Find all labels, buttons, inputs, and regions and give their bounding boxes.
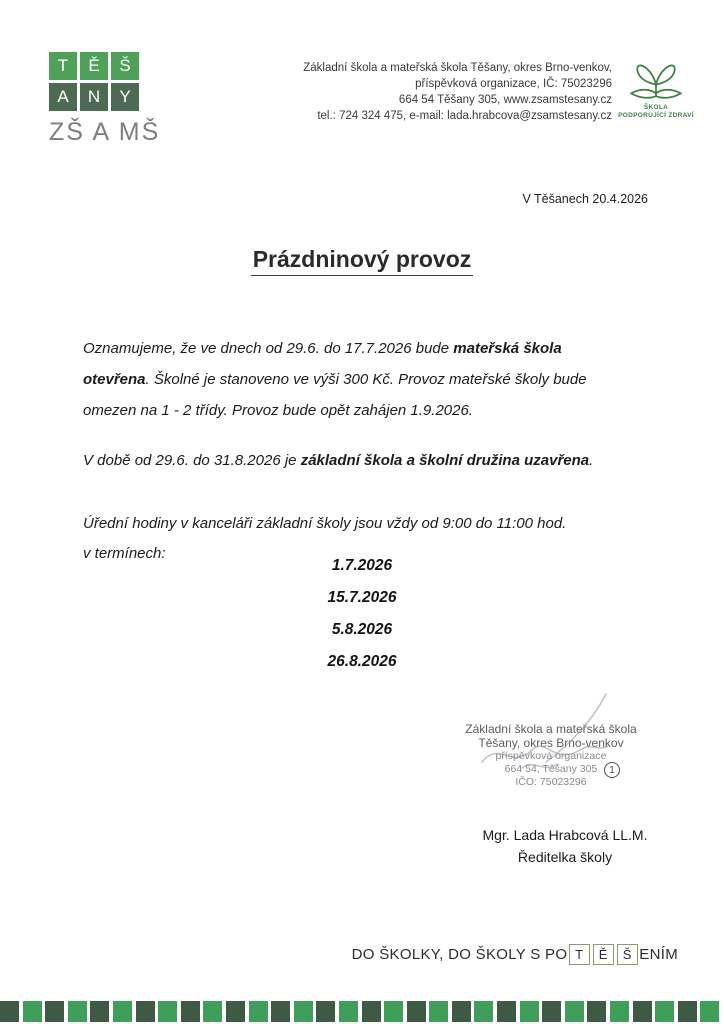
strip-square — [700, 1001, 719, 1022]
signatory-role: Ředitelka školy — [517, 849, 613, 865]
strip-square — [452, 1001, 471, 1022]
logo-tile: T — [49, 52, 77, 80]
paragraph-text: . — [589, 452, 594, 469]
health-school-emblem — [618, 58, 694, 120]
strip-square — [520, 1001, 539, 1022]
strip-square — [384, 1001, 403, 1022]
stamp-line: Základní škola a mateřská škola — [465, 722, 637, 736]
logo-tile-grid — [49, 52, 160, 111]
place-and-date: V Těšanech 20.4.2026 — [522, 192, 648, 206]
logo-tile: Š — [111, 52, 139, 80]
stamp-line: příspěvková organizace — [495, 750, 607, 762]
office-hours-date-list — [0, 550, 724, 678]
slogan-boxed-letter: T — [569, 944, 590, 965]
strip-square — [271, 1001, 290, 1022]
letterhead-line: tel.: 724 324 475, e-mail: lada.hrabcova@zsamstesany.cz — [317, 110, 612, 122]
letterhead-line: Základní škola a mateřská škola Těšany, okres Brno-venkov, — [303, 62, 612, 74]
signatory-block — [440, 824, 690, 868]
strip-square — [68, 1001, 87, 1022]
strip-square — [542, 1001, 561, 1022]
strip-square — [316, 1001, 335, 1022]
bottom-strip — [0, 1001, 724, 1022]
office-hours-line: Úřední hodiny v kanceláři základní školy jsou vždy od 9:00 do 11:00 hod. — [83, 515, 567, 532]
slogan-suffix: ENÍM — [639, 946, 678, 963]
stamp-line: IČO: 75023296 — [515, 776, 587, 788]
school-stamp — [455, 722, 647, 789]
strip-square — [113, 1001, 132, 1022]
strip-square — [0, 1001, 19, 1022]
strip-square — [633, 1001, 652, 1022]
strip-square — [474, 1001, 493, 1022]
strip-square — [565, 1001, 584, 1022]
letterhead-line: 664 54 Těšany 305, www.zsamstesany.cz — [398, 94, 612, 106]
school-logo — [49, 52, 160, 147]
strip-square — [407, 1001, 426, 1022]
paragraph-text: V době od 29.6. do 31.8.2026 je — [83, 452, 301, 469]
strip-square — [610, 1001, 629, 1022]
strip-square — [678, 1001, 697, 1022]
strip-square — [655, 1001, 674, 1022]
office-hours-line: v termínech: — [83, 545, 166, 562]
open-book-wings-icon — [627, 58, 685, 104]
slogan-boxed-letter: Š — [617, 944, 638, 965]
paragraph-text-bold: mateřská škola otevřena — [83, 340, 562, 388]
paragraph-school-closed — [83, 445, 615, 476]
document-title: Prázdninový provoz — [251, 246, 474, 276]
strip-square — [203, 1001, 222, 1022]
strip-square — [587, 1001, 606, 1022]
strip-square — [429, 1001, 448, 1022]
paragraph-kindergarten-open — [83, 333, 615, 426]
stamp-circled-number: 1 — [604, 762, 620, 778]
logo-tile: Ě — [80, 52, 108, 80]
strip-square — [181, 1001, 200, 1022]
strip-square — [90, 1001, 109, 1022]
letterhead-contact-block — [272, 60, 612, 124]
logo-tile: Y — [111, 83, 139, 111]
logo-tile: A — [49, 83, 77, 111]
title-row — [0, 246, 724, 276]
letterhead-line: příspěvková organizace, IČ: 75023296 — [415, 78, 612, 90]
strip-square — [23, 1001, 42, 1022]
strip-square — [158, 1001, 177, 1022]
strip-square — [497, 1001, 516, 1022]
stamp-line: 664 54, Těšany 305 — [504, 763, 598, 775]
signatory-name: Mgr. Lada Hrabcová LL.M. — [482, 827, 648, 843]
strip-square — [45, 1001, 64, 1022]
footer-slogan — [352, 944, 678, 965]
date-item: 26.8.2026 — [327, 653, 397, 670]
logo-tile: N — [80, 83, 108, 111]
emblem-caption-line: PODPORUJÍCÍ ZDRAVÍ — [618, 112, 694, 119]
strip-square — [136, 1001, 155, 1022]
slogan-prefix: DO ŠKOLKY, DO ŠKOLY S PO — [351, 946, 568, 963]
strip-square — [339, 1001, 358, 1022]
strip-square — [249, 1001, 268, 1022]
paragraph-text: Oznamujeme, že ve dnech od 29.6. do 17.7.2026 bude — [83, 340, 454, 357]
paragraph-text-bold: základní škola a školní družina uzavřena — [300, 452, 590, 469]
slogan-boxed-letter: Ě — [593, 944, 614, 965]
strip-square — [294, 1001, 313, 1022]
stamp-line: Těšany, okres Brno-venkov — [478, 736, 624, 750]
date-item: 1.7.2026 — [331, 557, 393, 574]
date-item: 5.8.2026 — [331, 621, 393, 638]
emblem-caption-line: ŠKOLA — [643, 104, 669, 111]
date-item: 15.7.2026 — [327, 589, 397, 606]
paragraph-text: . Školné je stanoveno ve výši 300 Kč. Provoz mateřské školy bude omezen na 1 - 2 třídy. Provoz bude opět zahájen 1.9.2026. — [83, 371, 587, 419]
logo-subtitle: ZŠ A MŠ — [49, 118, 161, 146]
strip-square — [362, 1001, 381, 1022]
strip-square — [226, 1001, 245, 1022]
